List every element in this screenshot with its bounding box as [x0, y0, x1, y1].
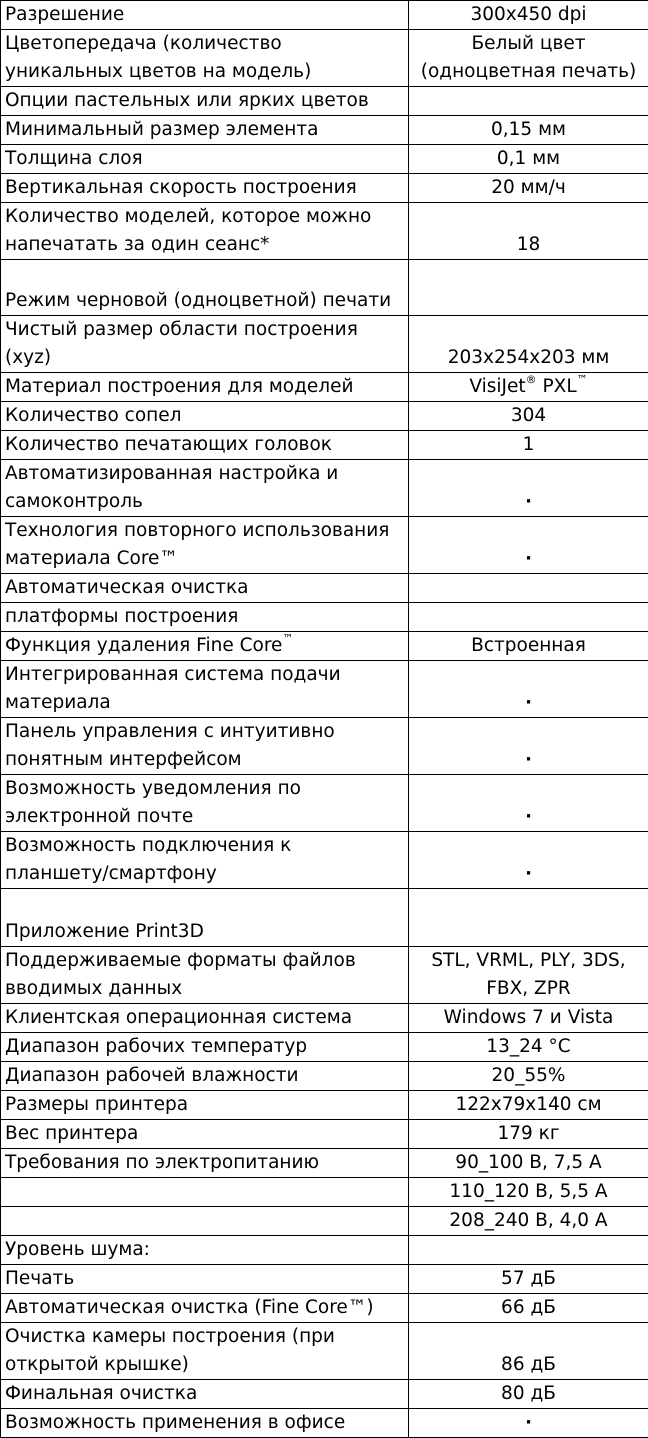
spec-label [1, 316, 409, 373]
bullet-mark: · [411, 488, 646, 516]
spec-label [1, 603, 409, 632]
spec-value-line: 304 [411, 402, 646, 430]
spec-label-line: открытой крышке) [5, 1351, 404, 1379]
spec-label [1, 1, 409, 30]
spec-value-line: FBX, ZPR [411, 975, 646, 1003]
spec-label [1, 1236, 409, 1265]
table-row [1, 832, 648, 889]
spec-label-line: планшету/смартфону [5, 860, 404, 888]
spec-label [1, 1004, 409, 1033]
spec-label [1, 1120, 409, 1149]
spec-value [409, 1380, 648, 1409]
spec-value [409, 718, 648, 775]
spec-label [1, 1091, 409, 1120]
table-row [1, 1178, 648, 1207]
spec-value-line: 122x79x140 см [411, 1091, 646, 1119]
bullet-mark: · [411, 860, 646, 888]
bullet-mark: · [411, 689, 646, 717]
spec-label-line: Автоматизированная настройка и [5, 460, 404, 488]
spec-value-line: STL, VRML, PLY, 3DS, [411, 947, 646, 975]
material-name: VisiJet [469, 376, 525, 397]
table-row [1, 1120, 648, 1149]
table-row [1, 517, 648, 574]
spec-label-line: Уровень шума: [5, 1236, 404, 1264]
spec-value [409, 1323, 648, 1380]
spec-label-line: Очистка камеры построения (при [5, 1323, 404, 1351]
spec-label-line: Поддерживаемые форматы файлов [5, 947, 404, 975]
table-row [1, 402, 648, 431]
table-row [1, 1062, 648, 1091]
spec-label-line: Автоматическая очистка (Fine Core™) [5, 1294, 404, 1322]
spec-value [409, 87, 648, 116]
spec-label [1, 1178, 409, 1207]
spec-label-line: Возможность подключения к [5, 832, 404, 860]
spec-value [409, 1294, 648, 1323]
table-row [1, 718, 648, 775]
spec-value [409, 517, 648, 574]
spec-value [409, 947, 648, 1004]
spec-label-line: Возможность применения в офисе [5, 1409, 404, 1437]
table-row [1, 373, 648, 402]
material-suffix: PXL [537, 376, 577, 397]
spec-label [1, 174, 409, 203]
table-row [1, 174, 648, 203]
spec-label [1, 832, 409, 889]
spec-table-body [1, 1, 648, 1438]
spec-value [409, 632, 648, 661]
spec-value-line: Белый цвет [411, 30, 646, 58]
spec-value-line: 208_240 В, 4,0 А [411, 1207, 646, 1235]
spec-label-line: (xyz) [5, 344, 404, 372]
spec-value [409, 30, 648, 87]
spec-value [409, 1207, 648, 1236]
spec-value [409, 661, 648, 718]
spec-value-line: 110_120 В, 5,5 А [411, 1178, 646, 1206]
spec-label-line: Панель управления с интуитивно [5, 718, 404, 746]
spec-label [1, 718, 409, 775]
spec-label [1, 87, 409, 116]
spec-label-line: понятным интерфейсом [5, 746, 404, 774]
table-row [1, 661, 648, 718]
spec-value [409, 145, 648, 174]
table-row [1, 260, 648, 316]
spec-label [1, 203, 409, 260]
spec-value-line: 20_55% [411, 1062, 646, 1090]
spec-label-text: Функция удаления Fine Core [5, 635, 282, 656]
spec-label-line: вводимых данных [5, 975, 404, 1003]
spec-value [409, 1265, 648, 1294]
spec-label-line [5, 632, 404, 660]
table-row [1, 889, 648, 947]
table-row [1, 30, 648, 87]
spec-value [409, 402, 648, 431]
spec-label [1, 1149, 409, 1178]
spec-label-line: Диапазон рабочей влажности [5, 1062, 404, 1090]
spec-value [409, 574, 648, 603]
table-row [1, 431, 648, 460]
spec-value [409, 1236, 648, 1265]
table-row [1, 1323, 648, 1380]
spec-value-line: 203x254x203 мм [411, 344, 646, 372]
spec-value [409, 1149, 648, 1178]
table-row [1, 1294, 648, 1323]
spec-value [409, 373, 648, 402]
spec-label-line: напечатать за один сеанс* [5, 231, 404, 259]
table-row [1, 460, 648, 517]
spec-label [1, 1294, 409, 1323]
spec-value-line: 20 мм/ч [411, 174, 646, 202]
spec-label-line: Количество моделей, которое можно [5, 203, 404, 231]
spec-value [409, 116, 648, 145]
spec-value-line: Windows 7 и Vista [411, 1004, 646, 1032]
table-row [1, 1033, 648, 1062]
trademark-sup: ™ [282, 632, 293, 645]
spec-label [1, 373, 409, 402]
spec-value [409, 1178, 648, 1207]
spec-label-line: Опции пастельных или ярких цветов [5, 87, 404, 115]
spec-value [409, 460, 648, 517]
table-row [1, 1091, 648, 1120]
spec-label-line: Автоматическая очистка [5, 574, 404, 602]
spec-label-line: Печать [5, 1265, 404, 1293]
spec-value-line: 18 [411, 231, 646, 259]
spec-value [409, 832, 648, 889]
spec-value-line [411, 373, 646, 401]
spec-label [1, 1033, 409, 1062]
spec-label-line: Диапазон рабочих температур [5, 1033, 404, 1061]
spec-label [1, 145, 409, 174]
spec-value [409, 203, 648, 260]
spec-label [1, 517, 409, 574]
spec-label-line: Технология повторного использования [5, 517, 404, 545]
spec-value [409, 1091, 648, 1120]
table-row [1, 1265, 648, 1294]
bullet-mark: · [411, 545, 646, 573]
table-row [1, 947, 648, 1004]
spec-value [409, 775, 648, 832]
table-row [1, 574, 648, 603]
table-row [1, 1207, 648, 1236]
spec-label-line: самоконтроль [5, 488, 404, 516]
table-row [1, 203, 648, 260]
spec-label-line: Вертикальная скорость построения [5, 174, 404, 202]
spec-label [1, 889, 409, 947]
spec-value [409, 1, 648, 30]
spec-value-line: 86 дБ [411, 1351, 646, 1379]
spec-value [409, 1409, 648, 1438]
spec-label-line: Финальная очистка [5, 1380, 404, 1408]
spec-value-line: Встроенная [411, 632, 646, 660]
table-row [1, 632, 648, 661]
spec-value-line: 300x450 dpi [411, 1, 646, 29]
spec-label [1, 1323, 409, 1380]
spec-label-line: Толщина слоя [5, 145, 404, 173]
spec-value [409, 603, 648, 632]
spec-label [1, 661, 409, 718]
spec-label [1, 1409, 409, 1438]
spec-label-line: Чистый размер области построения [5, 316, 404, 344]
trademark-sup: ™ [577, 373, 588, 386]
spec-value-line: 13_24 °C [411, 1033, 646, 1061]
registered-sup: ® [526, 373, 537, 386]
spec-value-line: 179 кг [411, 1120, 646, 1148]
spec-value-line: 80 дБ [411, 1380, 646, 1408]
spec-label-line: Приложение Print3D [5, 918, 404, 946]
spec-label-line: Режим черновой (одноцветной) печати [5, 287, 404, 315]
table-row [1, 87, 648, 116]
spec-label-line: Количество сопел [5, 402, 404, 430]
spec-label [1, 402, 409, 431]
spec-label-line: материала Core™ [5, 545, 404, 573]
table-row [1, 316, 648, 373]
spec-label [1, 260, 409, 316]
spec-label-line: Требования по электропитанию [5, 1149, 404, 1177]
spec-label [1, 775, 409, 832]
spec-label-line: уникальных цветов на модель) [5, 58, 404, 86]
spec-value [409, 1004, 648, 1033]
spec-value-line: 1 [411, 431, 646, 459]
spec-value [409, 889, 648, 947]
bullet-mark: · [411, 1409, 646, 1437]
spec-label-line: Возможность уведомления по [5, 775, 404, 803]
spec-value [409, 1062, 648, 1091]
spec-value-line: 0,1 мм [411, 145, 646, 173]
spec-label-line: Разрешение [5, 1, 404, 29]
spec-value-line: 0,15 мм [411, 116, 646, 144]
spec-label [1, 116, 409, 145]
spec-value-line: (одноцветная печать) [411, 58, 646, 86]
spec-label [1, 431, 409, 460]
spec-label-line: Размеры принтера [5, 1091, 404, 1119]
spec-label [1, 632, 409, 661]
table-row [1, 1004, 648, 1033]
table-row [1, 145, 648, 174]
table-row [1, 1380, 648, 1409]
spec-label [1, 947, 409, 1004]
spec-label [1, 30, 409, 87]
spec-label [1, 1062, 409, 1091]
spec-value [409, 260, 648, 316]
spec-label [1, 1207, 409, 1236]
spec-label [1, 1380, 409, 1409]
spec-label-line: Интегрированная система подачи [5, 661, 404, 689]
table-row [1, 1236, 648, 1265]
spec-value [409, 431, 648, 460]
table-row [1, 116, 648, 145]
spec-label-line: Цветопередача (количество [5, 30, 404, 58]
table-row [1, 1409, 648, 1438]
spec-label [1, 574, 409, 603]
table-row [1, 603, 648, 632]
spec-value [409, 316, 648, 373]
spec-label-line: электронной почте [5, 803, 404, 831]
spec-label-line: Материал построения для моделей [5, 373, 404, 401]
spec-label-line: Количество печатающих головок [5, 431, 404, 459]
table-row [1, 1149, 648, 1178]
spec-value [409, 1033, 648, 1062]
spec-value-line: 57 дБ [411, 1265, 646, 1293]
bullet-mark: · [411, 746, 646, 774]
spec-value-line: 66 дБ [411, 1294, 646, 1322]
spec-label-line: материала [5, 689, 404, 717]
spec-label-line: Клиентская операционная система [5, 1004, 404, 1032]
table-row [1, 1, 648, 30]
spec-label [1, 1265, 409, 1294]
spec-label-line: Вес принтера [5, 1120, 404, 1148]
spec-value-line: 90_100 В, 7,5 А [411, 1149, 646, 1177]
spec-label-line: Минимальный размер элемента [5, 116, 404, 144]
table-row [1, 775, 648, 832]
spec-value [409, 174, 648, 203]
spec-value [409, 1120, 648, 1149]
spec-label-line: платформы построения [5, 603, 404, 631]
spec-label [1, 460, 409, 517]
bullet-mark: · [411, 803, 646, 831]
